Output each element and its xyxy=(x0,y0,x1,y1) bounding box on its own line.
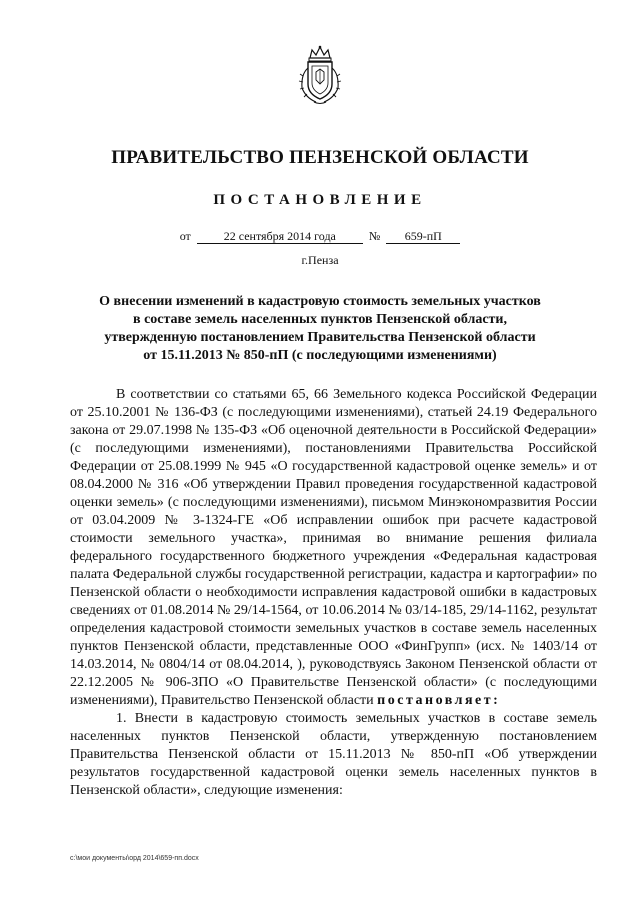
number-prefix: № xyxy=(368,229,381,243)
document-type: ПОСТАНОВЛЕНИЕ xyxy=(213,192,427,208)
title-line: в составе земель населенных пунктов Пензенской области, xyxy=(133,312,507,327)
preamble-text: В соответствии со статьями 65, 66 Земельного кодекса Российской Федерации от 25.10.2001 № 136-ФЗ (с последующими изменениями), статьей 24.19 Федерального закона от 29.07.1998 № 135-ФЗ «Об оценочной деятельности в Российской Федерации» (с последующими изменениями), постановлениями Правительства Российской Федерации от 25.08.1999 № 945 «О государственной кадастровой оценке земель» и от 08.04.2000 № 316 «Об утверждении Правил проведения государственной кадастровой оценки земель» (с последующими изменениями), письмом Минэкономразвития России от 03.04.2009 № 3-1324-ГЕ «Об исправлении ошибок при расчете кадастровой стоимости земельного участка», принимая во внимание решения филиала федерального государственного бюджетного учреждения «Федеральная кадастровая палата Федеральной службы государственной регистрации, кадастра и картографии» по Пензенской области о необходимости исправления кадастровой ошибки в кадастровых сведениях от 01.08.2014 № 29/14-1564, от 10.06.2014 № 03/14-185, 29/14-1162, результат определения кадастровой стоимости земельных участков в составе земель населенных пунктов Пензенской области, представленные ООО «ФинГрупп» (исх. № 1403/14 от 14.03.2014, № 0804/14 от 08.04.2014, ), руководствуясь Законом Пензенской области от 22.12.2005 № 906-ЗПО «О Правительстве Пензенской области» (с последующими изменениями), Правительство Пензенской области xyxy=(70,387,597,708)
document-title xyxy=(70,293,570,365)
date-prefix: от xyxy=(179,229,191,243)
body-paragraph: 1. Внести в кадастровую стоимость земельных участков в составе земель населенных пунктов Пензенской области, утвержденную постановлением Правительства Пензенской области от 15.11.2013 № 850-пП «Об утверждении результатов государственной кадастровой оценки земель населенных пунктов в Пензенской области», следующие изменения: xyxy=(70,711,597,798)
organization-name: ПРАВИТЕЛЬСТВО ПЕНЗЕНСКОЙ ОБЛАСТИ xyxy=(111,147,529,168)
document-date: 22 сентября 2014 года xyxy=(197,229,363,244)
document-number: 659-пП xyxy=(386,229,460,244)
coat-of-arms-emblem xyxy=(296,44,344,106)
title-line: утвержденную постановлением Правительства Пензенской области xyxy=(104,330,536,345)
title-line: от 15.11.2013 № 850-пП (с последующими изменениями) xyxy=(143,348,497,363)
decree-keyword: постановляет: xyxy=(377,693,501,708)
body-paragraph xyxy=(70,386,597,710)
city: г.Пенза xyxy=(301,253,339,267)
document-body xyxy=(70,386,597,800)
title-line: О внесении изменений в кадастровую стоимость земельных участков xyxy=(99,294,541,309)
file-path-footer: c:\мои документы\орд 2014\659-пп.docx xyxy=(70,855,199,862)
date-number-line xyxy=(0,229,640,244)
